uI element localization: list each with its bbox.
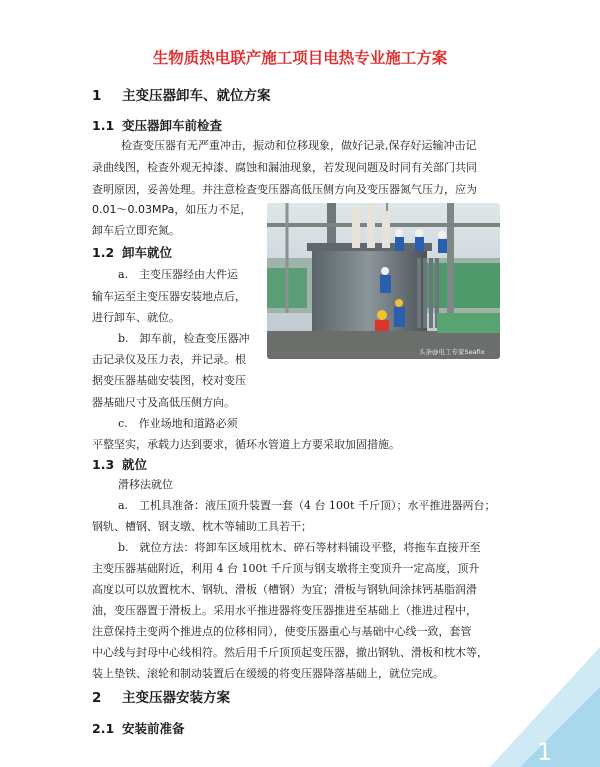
paragraph-line: 检查变压器有无严重冲击，振动和位移现象，做好记录,保存好运输冲击记 (121, 139, 477, 152)
paragraph-line: 击记录仪及压力表，并记录。根 (92, 353, 246, 366)
section-title: 卸车就位 (122, 245, 173, 260)
paragraph-line: 钢轨、槽钢、钢支墩、枕木等辅助工具若干； (92, 520, 312, 533)
section-title: 主变压器卸车、就位方案 (122, 88, 271, 104)
section-number: 1 (92, 88, 102, 104)
document-title: 生物质热电联产施工项目电热专业施工方案 (152, 49, 448, 67)
section-number: 1.1 (92, 118, 115, 133)
paragraph-line: 0.01～0.03MPa，如压力不足， (92, 203, 252, 216)
paragraph-line: 高度以可以放置枕木、钢轨、滑板（槽钢）为宜；滑板与钢轨间涂抹钙基脂润滑 (92, 583, 477, 596)
section-number: 1.3 (92, 457, 115, 472)
section-number: 1.2 (92, 245, 115, 260)
section-2-heading (92, 686, 230, 706)
paragraph-line: 查明原因，妥善处理。并注意检查变压器高低压侧方向及变压器氮气压力，应为 (92, 183, 477, 196)
paragraph-line: a. 工机具准备：液压顶升装置一套（4 台 100t 千斤顶）；水平推进器两台； (118, 499, 496, 512)
section-number: 2 (92, 690, 102, 706)
paragraph-line: 据变压器基础安装图，校对变压 (92, 374, 246, 387)
paragraph-line: 油，变压器置于滑板上。采用水平推进器将变压器推进至基础上（推进过程中， (92, 604, 477, 617)
paragraph-line: 中心线与封母中心线相符。然后用千斤顶顶起变压器，撤出钢轨、滑板和枕木等， (92, 646, 488, 659)
paragraph-line: 输车运至主变压器安装地点后， (92, 290, 246, 303)
paragraph-line: 录曲线图，检查外观无掉漆、腐蚀和漏油现象，若发现问题及时同有关部门共同 (92, 161, 477, 174)
section-1-3-heading (92, 455, 147, 473)
section-title: 主变压器安装方案 (122, 690, 230, 706)
section-title: 安装前准备 (122, 721, 185, 736)
paragraph-line: b. 就位方法：将卸车区域用枕木、碎石等材料铺设平整，将拖车直接开至 (118, 541, 481, 554)
section-1-1-heading (92, 116, 222, 134)
paragraph-line: a. 主变压器经由大件运 (118, 268, 239, 281)
page-number: 1 (537, 738, 553, 766)
paragraph-line: 进行卸车、就位。 (92, 311, 180, 324)
paragraph-line: 装上垫铁、滚轮和制动装置后在缓缓的将变压器降落基础上，就位完成。 (92, 667, 444, 680)
section-title: 变压器卸车前检查 (122, 118, 223, 133)
section-number: 2.1 (92, 721, 115, 736)
photo-watermark: 头条@电工专家Seafix (419, 348, 485, 356)
section-title: 就位 (122, 457, 148, 472)
paragraph-line: 平整坚实，承载力达到要求，循环水管道上方要采取加固措施。 (92, 438, 400, 451)
transformer-site-photo (267, 203, 500, 359)
section-2-1-heading (92, 719, 185, 737)
paragraph-line: 器基础尺寸及高低压侧方向。 (92, 396, 235, 409)
paragraph-line: 注意保持主变两个推进点的位移相同），使变压器重心与基础中心线一致，套管 (92, 625, 472, 638)
paragraph-line: b. 卸车前，检查变压器冲 (118, 332, 250, 345)
section-1-heading (92, 84, 271, 104)
paragraph-line: 主变压器基础附近，利用 4 台 100t 千斤顶与钢支墩将主变顶升一定高度，顶升 (92, 562, 480, 575)
section-1-2-heading (92, 243, 172, 261)
paragraph-line: c. 作业场地和道路必须 (118, 417, 238, 430)
paragraph-line: 卸车后立即充氮。 (92, 224, 180, 237)
paragraph-line: 滑移法就位 (118, 478, 173, 491)
